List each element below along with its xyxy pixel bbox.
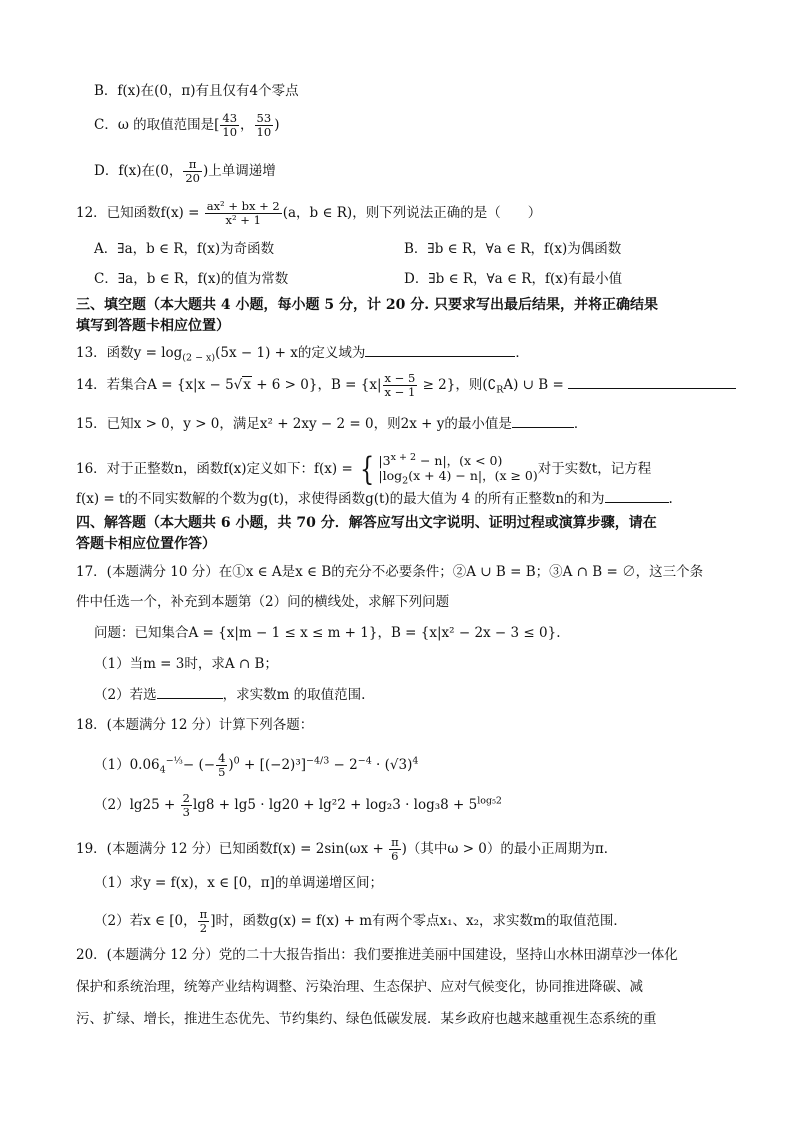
q12-option-d: D．∃b ∈ R，∀a ∈ R，f(x)有最小值	[404, 271, 623, 287]
q12-option-a: A．∃a，b ∈ R，f(x)为奇函数	[94, 241, 275, 257]
q20-line3: 污、扩绿、增长，推进生态优先、节约集约、绿色低碳发展．某乡政府也越来越重视生态系统的重	[76, 1011, 657, 1027]
q16-line1: 16．对于正整数n，函数f(x)定义如下：f(x) = { $|3^{x + 2} - n|$，(x < 0) $|\log_2(x + 4) - n|$，(x ≥ 0) 对于实数t，记方程	[76, 450, 652, 489]
section-4-heading: 四、解答题（本大题共 6 小题，共 70 分．解答应写出文字说明、证明过程或演算步骤，请在	[76, 515, 657, 531]
section-3-heading: 三、填空题（本大题共 4 小题，每小题 5 分，计 20 分. 只要求写出最后结果，并将正确结果	[76, 297, 658, 313]
q11-option-d: D．f(x)在(0， $\frac{\pi}{20}$ )上单调递增	[94, 157, 276, 185]
fraction: $\frac{x - 5}{x - 1}$	[384, 371, 416, 399]
q16-line2: f(x) = t的不同实数解的个数为g(t)，求使得函数g(t)的最大值为 4 的所有正整数n的和为 .	[76, 491, 673, 507]
answer-blank	[605, 490, 669, 503]
q13: 13．函数$y = \log_{(2 - x)}(5x - 1) + x$的定义域为 ．	[76, 345, 529, 364]
fraction: $\frac{\pi}{6}$	[391, 835, 399, 863]
q12-stem: 12．已知函数f(x) = $\frac{\text{ax² + bx + 2}}{\text{x² + 1}}$ (a，b ∈ R)，则下列说法正确的是（ ）	[76, 199, 542, 227]
fraction: $\frac{\text{ax² + bx + 2}}{\text{x² + 1}}$	[206, 199, 280, 227]
q12-option-b: B．∃b ∈ R，∀a ∈ R，f(x)为偶函数	[404, 241, 622, 257]
q18-part1: $(1)0.06_4^{-\frac{1}{3}}-$ (− $\frac{4}{5}$ )$^0 + [(-2)^3]^{-4/3} - 2^{-4} \cdot (√3)^4$	[94, 751, 419, 779]
q11-option-c: C．ω 的取值范围是[ $\frac{43}{10}$ ， $\frac{53}{10}$ )	[94, 111, 280, 139]
q18-title: 18．(本题满分 12 分）计算下列各题：	[76, 717, 314, 733]
q11-option-c-pre: C．ω 的取值范围是[	[94, 117, 220, 133]
piecewise-cases: $|3^{x + 2} - n|$，(x < 0) $|\log_2(x + 4) - n|$，(x ≥ 0)	[378, 452, 538, 487]
q14: 14．若集合A = {x|x − 5√x + 6 > 0}，B = {x| $\frac{x - 5}{x - 1}$ ≥ 2}，则$(∁_RA)$ ∪ B =	[76, 372, 736, 400]
q20-line2: 保护和系统治理，统筹产业结构调整、污染治理、生态保护、应对气候变化，协同推进降碳、减	[76, 979, 643, 995]
fraction: $\frac{4}{5}$	[218, 751, 226, 779]
q15: 15．已知x > 0，y > 0，满足x² + 2xy − 2 = 0，则2x + y的最小值是 ．	[76, 416, 588, 432]
fraction: $\frac{\pi}{20}$	[185, 157, 200, 185]
fraction: $\frac{53}{10}$	[256, 111, 272, 139]
section-3-heading-cont: 填写到答题卡相应位置）	[76, 318, 230, 334]
q20-line1: 20．(本题满分 12 分）党的二十大报告指出：我们要推进美丽中国建设，坚持山水林田湖草沙一体化	[76, 947, 678, 963]
q17-part2: （2）若选 ，求实数m 的取值范围.	[94, 687, 366, 703]
q17-part1: （1）当m = 3时，求A ∩ B；	[94, 656, 278, 672]
fraction: $\frac{43}{10}$	[222, 111, 238, 139]
q19-part2: （2）若x ∈ [0， $\frac{\pi}{2}$ ]时，函数g(x) = f(x) + m有两个零点x₁、x₂，求实数m的取值范围．	[94, 907, 627, 935]
answer-blank	[365, 344, 515, 357]
answer-blank	[512, 415, 574, 428]
q17-line2: 件中任选一个，补充到本题第（2）问的横线处，求解下列问题	[76, 594, 450, 610]
fraction: $\frac{\pi}{2}$	[199, 907, 208, 935]
q18-part2: （2）lg25 + $\frac{2}{3}$ $\lg 8 + \lg 5 \cdot \lg 20 + \lg^22 + \log_23 \cdot \log_38 + 5^{log_52}$	[94, 791, 502, 819]
q19-part1: （1）求y = f(x)，x ∈ [0，π]的单调递增区间；	[94, 875, 383, 891]
q17-line1: 17．(本题满分 10 分）在①x ∈ A是x ∈ B的充分不必要条件；②A ∪ B = B；③A ∩ B = ∅，这三个条	[76, 564, 704, 580]
q11-option-b: B．f(x)在(0，π)有且仅有4个零点	[94, 83, 299, 99]
q19-stem: 19．(本题满分 12 分）已知函数f(x) = 2sin(ωx + $\frac{\pi}{6}$ )（其中ω > 0）的最小正周期为π．	[76, 835, 618, 863]
section-4-heading-cont: 答题卡相应位置作答）	[76, 536, 216, 552]
brace: {	[360, 450, 375, 489]
q17-problem: 问题：已知集合A = {x|m − 1 ≤ x ≤ m + 1}，B = {x|x² − 2x − 3 ≤ 0}.	[94, 625, 561, 641]
fraction: $\frac{2}{3}$	[182, 791, 190, 819]
q12-option-c: C．∃a，b ∈ R，f(x)的值为常数	[94, 271, 289, 287]
answer-blank	[157, 686, 223, 699]
answer-blank	[568, 376, 736, 389]
